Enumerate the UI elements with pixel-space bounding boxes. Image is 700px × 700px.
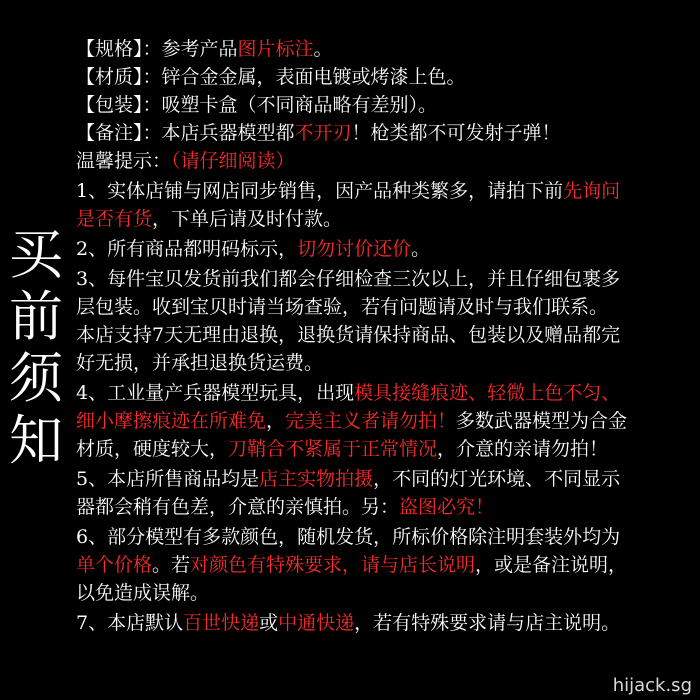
body-text: 4、工业量产兵器模型玩具，出现	[76, 382, 355, 404]
notice-line	[76, 580, 692, 606]
body-text: 层包装。收到宝贝时请当场查验，若有问题请及时与我们联系。	[76, 296, 609, 318]
body-text: ，	[266, 410, 286, 432]
notice-line	[76, 92, 692, 118]
body-text: 。若	[152, 554, 191, 576]
notice-line	[76, 322, 692, 348]
notice-line	[76, 236, 692, 262]
watermark: hijack.sg	[612, 675, 692, 696]
body-text: ，若有特殊要求请与店主说明。	[354, 612, 621, 634]
side-title-char: 前	[9, 285, 63, 348]
notice-line	[76, 408, 692, 434]
highlight-text: 对颜色有特殊要求，请与店长说明	[190, 554, 476, 576]
body-text: 【材质】：锌合金金属，表面电镀或烤漆上色。	[76, 66, 466, 88]
body-text: 好无损，并承担退换货运费。	[76, 352, 324, 374]
notice-line	[76, 610, 692, 636]
notice-line	[76, 36, 692, 62]
notice-line	[76, 148, 692, 174]
body-text: 或	[259, 612, 279, 634]
notice-line	[76, 380, 692, 406]
notice-line	[76, 524, 692, 550]
notice-line	[76, 494, 692, 520]
body-text: 2、所有商品都明码标示，	[76, 238, 298, 260]
highlight-text: 中通快递	[278, 612, 355, 634]
body-text: ，不同的灯光环境、不同显示	[373, 468, 621, 490]
highlight-text: 盗图必究！	[399, 496, 495, 518]
body-text: 以免造成误解。	[76, 582, 210, 604]
body-text: ！枪类都不可发射子弹！	[351, 122, 561, 144]
body-text: ，或是备注说明，	[475, 554, 628, 576]
highlight-text: 不开刃	[294, 122, 352, 144]
body-text: 材质，硬度较大，	[76, 438, 229, 460]
side-title	[8, 224, 64, 472]
highlight-text: 切勿讨价还价	[297, 238, 412, 260]
side-title-char: 须	[9, 347, 63, 410]
body-text: 【规格】：参考产品	[76, 38, 238, 60]
highlight-text: （请仔细阅读）	[171, 150, 295, 172]
highlight-text: 店主实物拍摄	[259, 468, 374, 490]
body-text: 1、实体店铺与网店同步销售，因产品种类繁多，请拍下前	[76, 180, 564, 202]
highlight-text: 图片标注	[237, 38, 314, 60]
highlight-text: 细小摩擦痕迹在所难免	[76, 410, 267, 432]
side-title-char: 知	[9, 409, 63, 472]
notice-line	[76, 266, 692, 292]
notice-line	[76, 206, 692, 232]
body-text: ，介意的亲请勿拍！	[437, 438, 609, 460]
highlight-text: 模具接缝痕迹、轻微上色不匀、	[354, 382, 621, 404]
body-text: 6、部分模型有多款颜色，随机发货，所标价格除注明套装外均为	[76, 526, 621, 548]
body-text: 5、本店所售商品均是	[76, 468, 260, 490]
body-text: 器都会稍有色差，介意的亲慎拍。另：	[76, 496, 400, 518]
body-text: 3、每件宝贝发货前我们都会仔细检查三次以上，并且仔细包裹多	[76, 268, 621, 290]
highlight-text: 刀鞘合不紧属于正常情况	[228, 438, 438, 460]
notice-line	[76, 294, 692, 320]
notice-line	[76, 64, 692, 90]
notice-line	[76, 436, 692, 462]
body-text: 温馨提示：	[76, 150, 172, 172]
highlight-text: 先询问	[563, 180, 621, 202]
body-text: 7、本店默认	[76, 612, 184, 634]
highlight-text: 是否有货	[76, 208, 153, 230]
highlight-text: 完美主义者请勿拍！	[285, 410, 457, 432]
notice-line	[76, 350, 692, 376]
body-text: 多数武器模型为合金	[456, 410, 628, 432]
notice-line	[76, 120, 692, 146]
body-text: 本店支持7天无理由退换，退换货请保持商品、包装以及赠品都完	[76, 324, 621, 346]
notice-line	[76, 552, 692, 578]
body-text: 。	[313, 38, 333, 60]
body-text: ，下单后请及时付款。	[152, 208, 343, 230]
side-title-char: 买	[9, 223, 63, 286]
notice-line	[76, 466, 692, 492]
body-text: 【备注】：本店兵器模型都	[76, 122, 295, 144]
body-text: 【包装】：吸塑卡盒（不同商品略有差别）。	[76, 94, 438, 116]
highlight-text: 单个价格	[76, 554, 153, 576]
notice-line	[76, 178, 692, 204]
highlight-text: 百世快递	[183, 612, 260, 634]
body-text: 。	[411, 238, 431, 260]
